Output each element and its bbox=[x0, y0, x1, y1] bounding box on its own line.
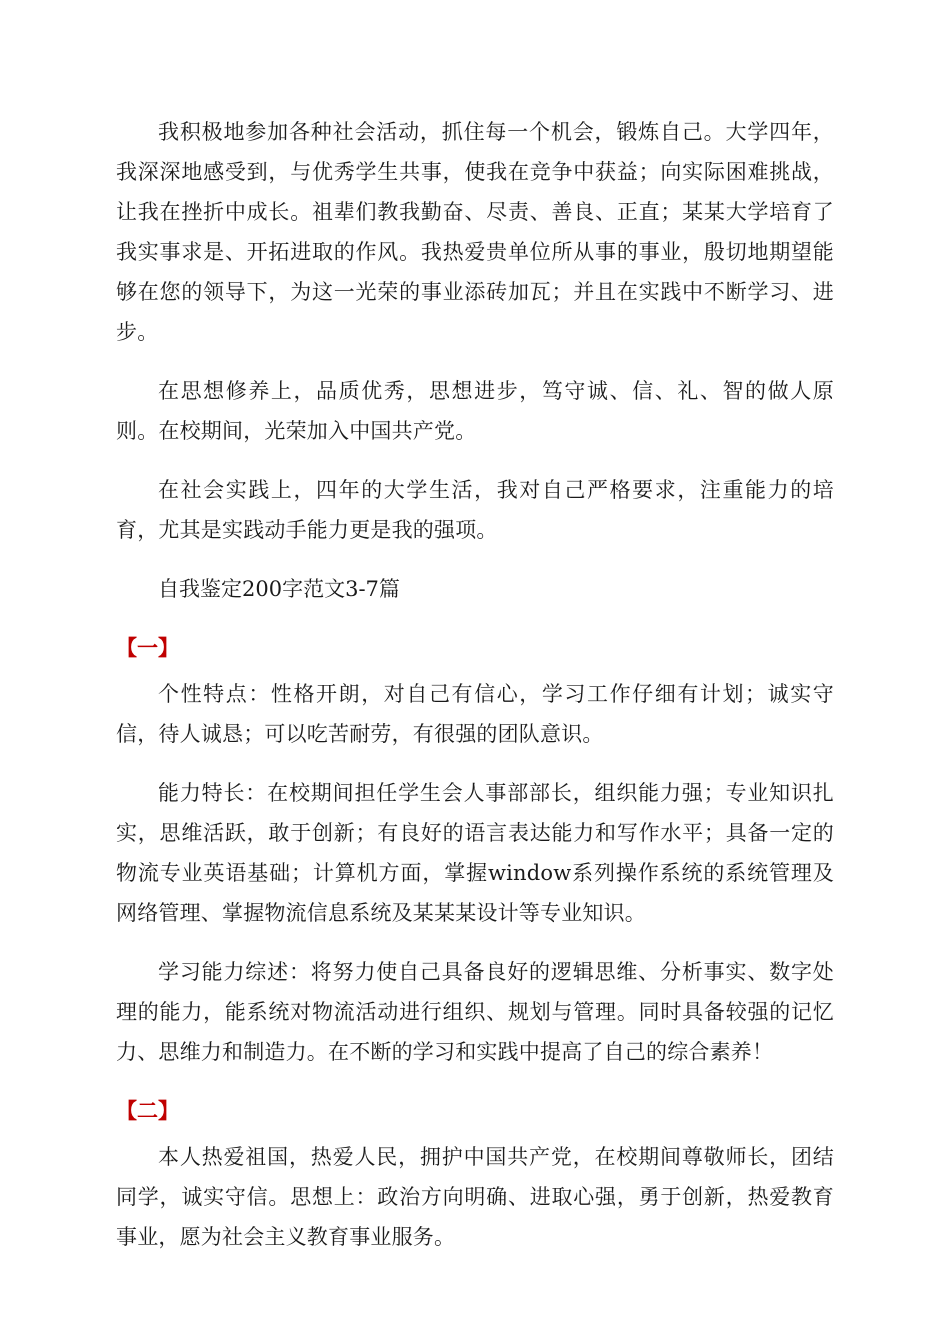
paragraph-patriotism: 本人热爱祖国，热爱人民，拥护中国共产党，在校期间尊敬师长，团结同学，诚实守信。思想上：政治方向明确、进取心强，勇于创新，热爱教育事业，愿为社会主义教育事业服务。 bbox=[116, 1145, 834, 1249]
paragraph-personality: 个性特点：性格开朗，对自己有信心，学习工作仔细有计划；诚实守信，待人诚恳；可以吃苦耐劳，有很强的团队意识。 bbox=[116, 682, 834, 746]
paragraph-social-activities: 我积极地参加各种社会活动，抓住每一个机会，锻炼自己。大学四年，我深深地感受到，与优秀学生共事，使我在竞争中获益；向实际困难挑战，让我在挫折中成长。祖辈们教我勤奋、尽责、善良、正直；某某大学培育了我实事求是、开拓进取的作风。我热爱贵单位所从事的事业，殷切地期望能够在您的领导下，为这一光荣的事业添砖加瓦；并且在实践中不断学习、进步。 bbox=[116, 120, 834, 344]
paragraph-learning-ability: 学习能力综述：将努力使自己具备良好的逻辑思维、分析事实、数字处理的能力，能系统对物流活动进行组织、规划与管理。同时具备较强的记忆力、思维力和制造力。在不断的学习和实践中提高了自己的综合素养！ bbox=[116, 960, 834, 1064]
document-body bbox=[116, 112, 834, 1276]
document-subtitle: 自我鉴定200字范文3-7篇 bbox=[158, 577, 400, 601]
paragraph-abilities: 能力特长：在校期间担任学生会人事部部长，组织能力强；专业知识扎实，思维活跃，敢于创新；有良好的语言表达能力和写作水平；具备一定的物流专业英语基础；计算机方面，掌握window系列操作系统的系统管理及网络管理、掌握物流信息系统及某某某设计等专业知识。 bbox=[116, 781, 834, 925]
section-mark-two: 【二】 bbox=[116, 1099, 179, 1123]
section-mark-one: 【一】 bbox=[116, 636, 179, 660]
paragraph-social-practice: 在社会实践上，四年的大学生活，我对自己严格要求，注重能力的培育，尤其是实践动手能力更是我的强项。 bbox=[116, 478, 834, 542]
paragraph-ideological-cultivation: 在思想修养上，品质优秀，思想进步，笃守诚、信、礼、智的做人原则。在校期间，光荣加入中国共产党。 bbox=[116, 379, 834, 443]
